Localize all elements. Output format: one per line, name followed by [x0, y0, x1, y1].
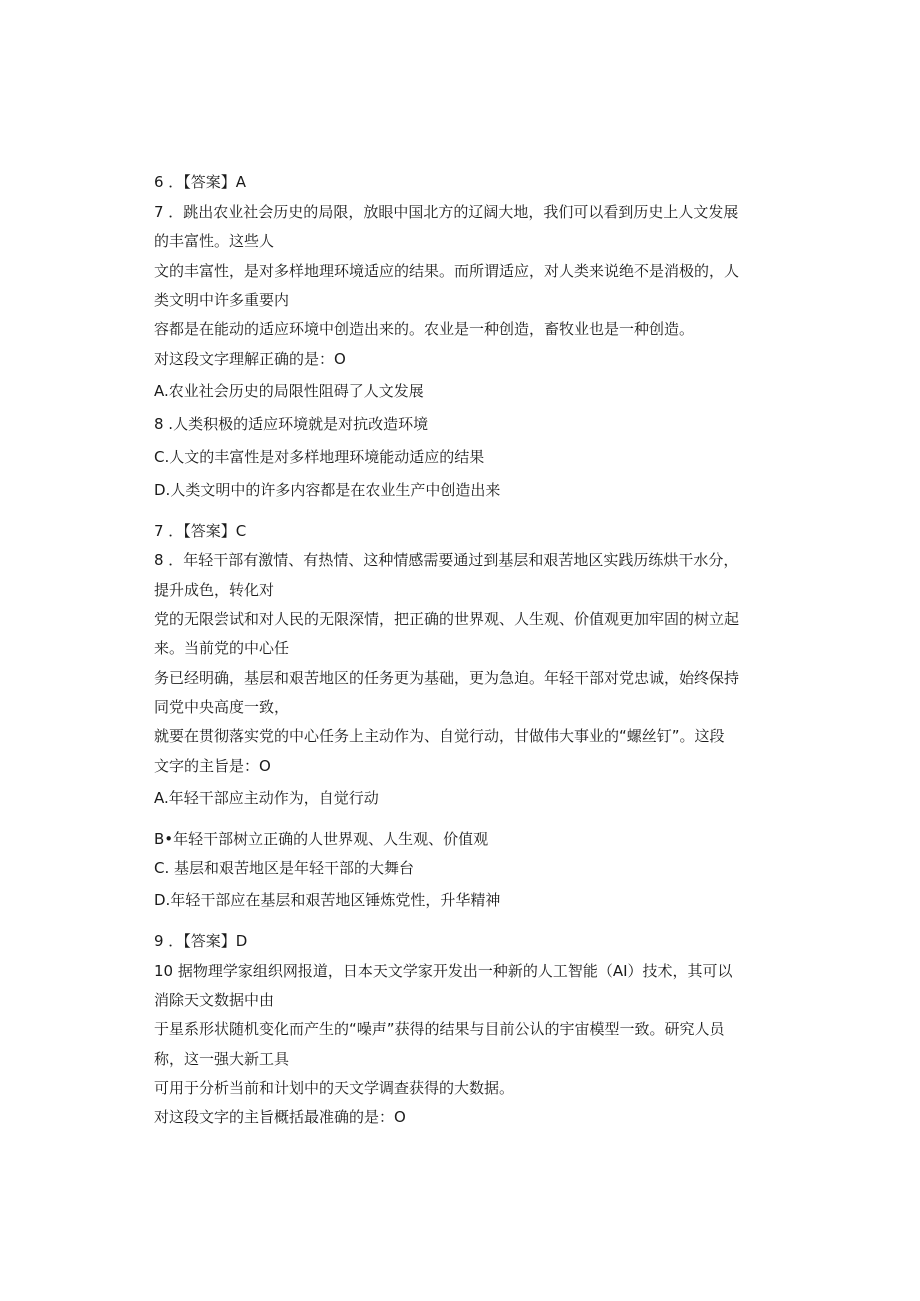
answer-7: 7 ．【答案】C	[154, 522, 247, 540]
question-8-option-a: A.年轻干部应主动作为，自觉行动	[154, 789, 379, 807]
question-7-option-b: 8 .人类积极的适应环境就是对抗改造环境	[154, 415, 429, 433]
question-8-option-b: B•年轻干部树立正确的人世界观、人生观、价值观	[154, 830, 489, 848]
question-8-line-2: 提升成色，转化对	[154, 581, 275, 599]
question-7-option-d: D.人类文明中的许多内容都是在农业生产中创造出来	[154, 481, 501, 499]
question-8-prompt: 文字的主旨是：O	[154, 757, 271, 775]
question-7-line-5: 容都是在能动的适应环境中创造出来的。农业是一种创造，畜牧业也是一种创造。	[154, 320, 695, 338]
question-7-prompt: 对这段文字理解正确的是：O	[154, 350, 346, 368]
question-8-line-5: 务已经明确，基层和艰苦地区的任务更为基础，更为急迫。年轻干部对党忠诚，始终保持	[154, 669, 740, 687]
question-7-line-3: 文的丰富性，是对多样地理环境适应的结果。而所谓适应，对人类来说绝不是消极的，人	[154, 262, 740, 280]
question-8-line-1: 8 ．年轻干部有激情、有热情、这种情感需要通过到基层和艰苦地区实践历练烘干水分，	[154, 551, 739, 569]
question-8-option-d: D.年轻干部应在基层和艰苦地区锤炼党性，升华精神	[154, 891, 501, 909]
question-10-prompt: 对这段文字的主旨概括最准确的是：O	[154, 1108, 406, 1126]
question-7-option-c: C.人文的丰富性是对多样地理环境能动适应的结果	[154, 448, 485, 466]
question-10-line-4: 称，这一强大新工具	[154, 1050, 290, 1068]
question-7-line-1: 7 ．跳出农业社会历史的局限，放眼中国北方的辽阔大地，我们可以看到历史上人文发展	[154, 203, 739, 221]
question-7-line-2: 的丰富性。这些人	[154, 232, 275, 250]
answer-6: 6 ．【答案】A	[154, 173, 247, 191]
question-7-line-4: 类文明中许多重要内	[154, 291, 290, 309]
question-7-option-a: A.农业社会历史的局限性阻碍了人文发展	[154, 382, 424, 400]
question-8-option-c: C. 基层和艰苦地区是年轻干部的大舞台	[154, 859, 415, 877]
question-8-line-4: 来。当前党的中心任	[154, 639, 290, 657]
question-8-line-6: 同党中央高度一致，	[154, 698, 290, 716]
question-10-line-2: 消除天文数据中由	[154, 991, 275, 1009]
question-10-line-3: 于星系形状随机变化而产生的“噪声”获得的结果与目前公认的宇宙模型一致。研究人员	[154, 1020, 725, 1038]
question-8-line-7: 就要在贯彻落实党的中心任务上主动作为、自觉行动，甘做伟大事业的“螺丝钉”。这段	[154, 727, 725, 745]
question-10-line-1: 10 据物理学家组织网报道，日本天文学家开发出一种新的人工智能（AI）技术，其可以	[154, 962, 733, 980]
question-8-line-3: 党的无限尝试和对人民的无限深情，把正确的世界观、人生观、价值观更加牢固的树立起	[154, 610, 740, 628]
question-10-line-5: 可用于分析当前和计划中的天文学调查获得的大数据。	[154, 1079, 515, 1097]
answer-9: 9 ．【答案】D	[154, 932, 248, 950]
